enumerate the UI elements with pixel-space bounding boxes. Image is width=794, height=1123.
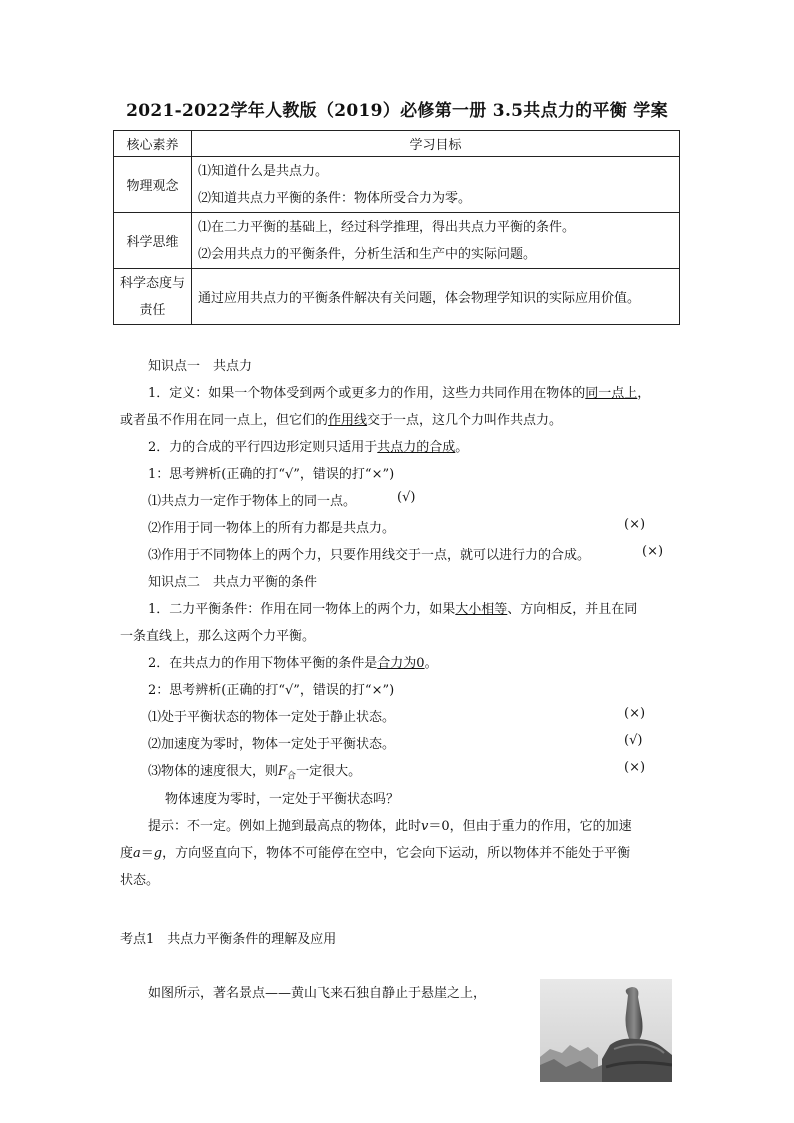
exercise-item: ⑵作用于同一物体上的所有力都是共点力。 — [148, 521, 396, 536]
paragraph: 或者虽不作用在同一点上，但它们的作用线交于一点，这几个力叫作共点力。 — [120, 413, 563, 428]
row-content — [192, 157, 680, 213]
goal-item: ⑵会用共点力的平衡条件，分析生活和生产中的实际问题。 — [198, 246, 537, 262]
table-row — [114, 213, 680, 269]
blank-answer: 共点力的合成 — [377, 440, 456, 455]
exercise-item: ⑶作用于不同物体上的两个力，只要作用线交于一点，就可以进行力的合成。 — [148, 548, 591, 563]
paragraph: 1．二力平衡条件：作用在同一物体上的两个力，如果大小相等、方向相反，并且在同 — [148, 602, 638, 617]
row-content — [192, 269, 680, 325]
answer-mark: (×) — [624, 706, 646, 721]
paragraph: 一条直线上，那么这两个力平衡。 — [120, 629, 316, 644]
header-learning-goals: 学习目标 — [192, 131, 680, 157]
section-heading: 知识点一 共点力 — [148, 359, 253, 374]
paragraph: 2．在共点力的作用下物体平衡的条件是合力为0。 — [148, 656, 438, 671]
exercise-item: ⑴共点力一定作于物体上的同一点。 — [148, 494, 357, 509]
paragraph: 1．定义：如果一个物体受到两个或更多力的作用，这些力共同作用在物体的同一点上， — [148, 386, 651, 401]
row-name-line: 科学态度与 — [119, 275, 185, 291]
answer-mark: (×) — [642, 544, 664, 559]
variable-F: F — [278, 764, 288, 779]
goal-item: ⑴知道什么是共点力。 — [198, 163, 329, 179]
goal-item: 通过应用共点力的平衡条件解决有关问题，体会物理学知识的实际应用价值。 — [198, 291, 641, 306]
row-content — [192, 213, 680, 269]
exercise-heading: 1：思考辨析(正确的打“√”，错误的打“×”) — [148, 467, 395, 482]
paragraph: 如图所示，著名景点——黄山飞来石独自静止于悬崖之上， — [148, 986, 487, 1001]
feilaishi-rock-photo — [540, 979, 672, 1082]
answer-mark: (√) — [624, 733, 643, 748]
answer-mark: (√) — [397, 490, 416, 505]
header-core-literacy: 核心素养 — [114, 131, 192, 157]
exercise-item: ⑶物体的速度很大，则$F_合$一定很大。 — [148, 764, 362, 782]
row-name-line: 责任 — [139, 302, 166, 318]
row-name: 物理观念 — [114, 157, 192, 213]
blank-answer: 合力为0 — [377, 656, 425, 671]
objectives-table — [113, 130, 680, 325]
exercise-heading: 2：思考辨析(正确的打“√”，错误的打“×”) — [148, 683, 395, 698]
section-heading: 知识点二 共点力平衡的条件 — [148, 575, 318, 590]
paragraph: 2．力的合成的平行四边形定则只适用于共点力的合成。 — [148, 440, 469, 455]
hint: 度a＝g，方向竖直向下，物体不可能停在空中，它会向下运动，所以物体并不能处于平衡 — [120, 846, 631, 861]
row-name: 科学思维 — [114, 213, 192, 269]
blank-answer: 大小相等 — [455, 602, 508, 617]
question: 物体速度为零时，一定处于平衡状态吗？ — [165, 792, 400, 807]
table-row — [114, 157, 680, 213]
goal-item: ⑴在二力平衡的基础上，经过科学推理，得出共点力平衡的条件。 — [198, 219, 576, 235]
page-title: 2021-2022学年人教版（2019）必修第一册 3.5共点力的平衡 学案 — [126, 101, 668, 121]
blank-answer: 作用线 — [328, 413, 368, 428]
topic-heading: 考点1 共点力平衡条件的理解及应用 — [120, 932, 337, 947]
hint: 状态。 — [120, 873, 160, 888]
exercise-item: ⑵加速度为零时，物体一定处于平衡状态。 — [148, 737, 396, 752]
row-name — [114, 269, 192, 325]
subscript: 合 — [287, 771, 297, 782]
exercise-item: ⑴处于平衡状态的物体一定处于静止状态。 — [148, 710, 396, 725]
answer-mark: (×) — [624, 517, 646, 532]
hint: 提示：不一定。例如上抛到最高点的物体，此时v＝0，但由于重力的作用，它的加速 — [148, 819, 632, 834]
table-header-row — [114, 131, 680, 157]
blank-answer: 同一点上 — [585, 386, 638, 401]
table-row — [114, 269, 680, 325]
goal-item: ⑵知道共点力平衡的条件：物体所受合力为零。 — [198, 190, 472, 206]
answer-mark: (×) — [624, 760, 646, 775]
